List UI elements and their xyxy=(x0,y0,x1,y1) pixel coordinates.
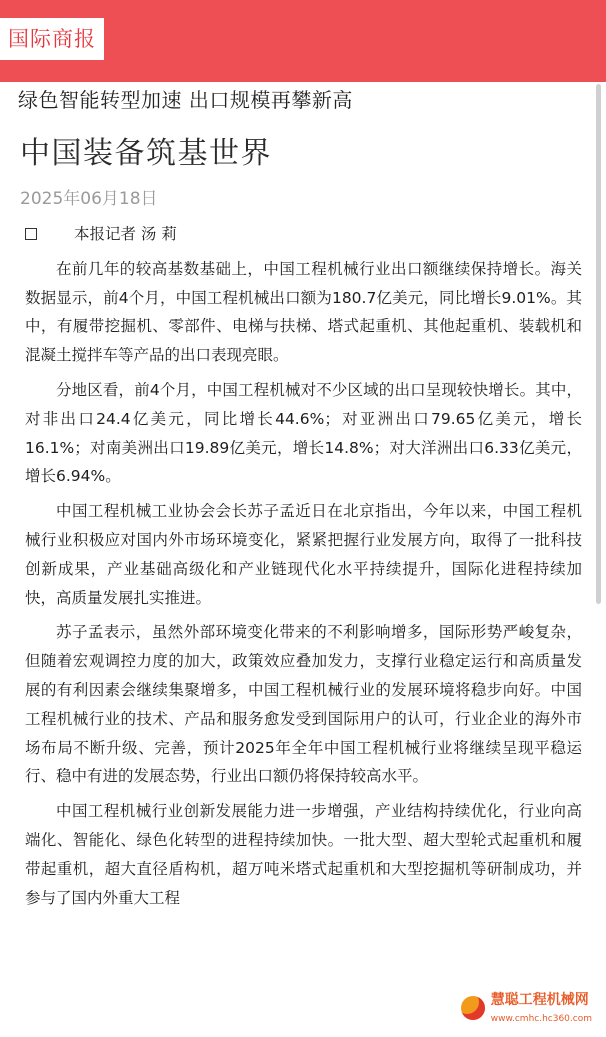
watermark xyxy=(461,991,592,1025)
watermark-name: 慧聪工程机械网 xyxy=(490,992,589,1009)
watermark-url: www.cmhc.hc360.com xyxy=(490,1014,592,1025)
square-box-icon xyxy=(25,228,37,240)
article-title: 中国装备筑基世界 xyxy=(20,136,272,171)
article-date: 2025年06月18日 xyxy=(20,189,158,209)
paragraph-1: 在前几年的较高基数基础上，中国工程机械行业出口额继续保持增长。海关数据显示，前4个月，中国工程机械出口额为180.7亿美元，同比增长9.01%。其中，有履带挖掘机、零部件、电梯与扶梯、塔式起重机、其他起重机、装载机和混凝土搅拌车等产品的出口表现亮眼。 xyxy=(25,259,582,365)
article-body xyxy=(25,220,582,918)
scrollbar[interactable] xyxy=(596,84,601,604)
paragraph-3: 中国工程机械工业协会会长苏子孟近日在北京指出，今年以来，中国工程机械行业积极应对国内外市场环境变化，紧紧把握行业发展方向，取得了一批科技创新成果，产业基础高级化和产业链现代化水平持续提升，国际化进程持续加快，高质量发展扎实推进。 xyxy=(25,502,582,607)
site-logo-icon xyxy=(461,996,485,1020)
paragraph-2: 分地区看，前4个月，中国工程机械对不少区域的出口呈现较快增长。其中，对非出口24.4亿美元，同比增长44.6%；对亚洲出口79.65亿美元，增长16.1%；对南美洲出口19.89亿美元，增长14.8%；对大洋洲出口6.33亿美元，增长6.94%。 xyxy=(25,380,582,486)
byline xyxy=(25,220,582,249)
article-subtitle: 绿色智能转型加速 出口规模再攀新高 xyxy=(18,88,353,112)
brand-logo[interactable]: 国际商报 xyxy=(0,18,104,60)
paragraph-4: 苏子孟表示，虽然外部环境变化带来的不利影响增多，国际形势严峻复杂，但随着宏观调控力度的加大，政策效应叠加发力，支撑行业稳定运行和高质量发展的有利因素会继续集聚增多，中国工程机械行业的发展环境将稳步向好。中国工程机械行业的技术、产品和服务愈发受到国际用户的认可，行业企业的海外市场布局不断升级、完善，预计2025年全年中国工程机械行业将继续呈现平稳运行、稳中有进的发展态势，行业出口额仍将保持较高水平。 xyxy=(25,623,582,786)
app-header xyxy=(0,0,606,82)
byline-text: 本报记者 汤 莉 xyxy=(74,225,177,243)
paragraph-5: 中国工程机械行业创新发展能力进一步增强，产业结构持续优化，行业向高端化、智能化、绿色化转型的进程持续加快。一批大型、超大型轮式起重机和履带起重机，超大直径盾构机，超万吨米塔式起重机和大型挖掘机等研制成功，并参与了国内外重大工程 xyxy=(25,802,582,907)
